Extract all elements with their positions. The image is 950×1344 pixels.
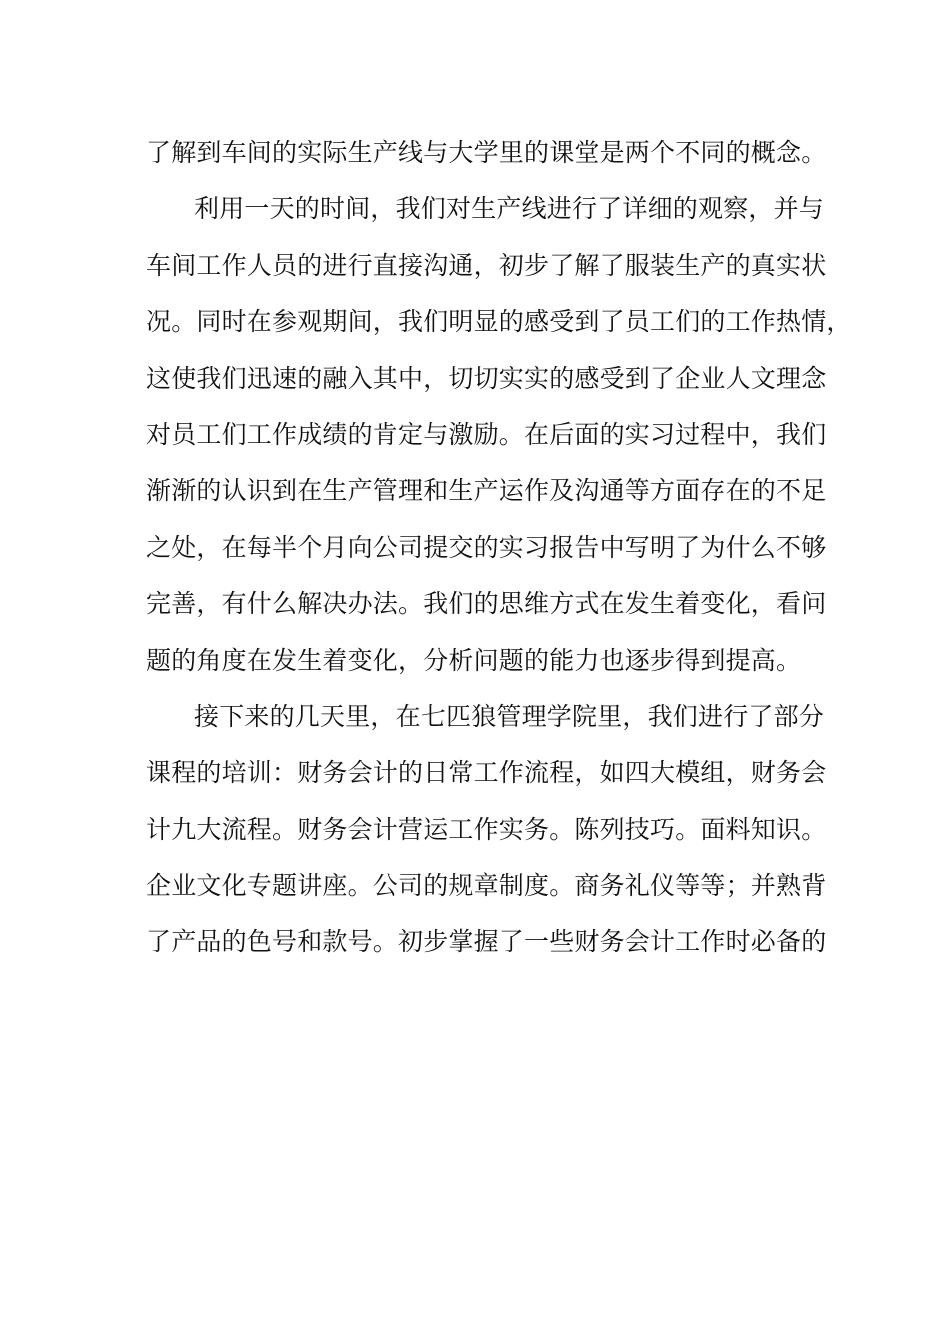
text-line: 了产品的色号和款号。初步掌握了一些财务会计工作时必备的 (146, 927, 827, 957)
paragraph-start-line: 利用一天的时间，我们对生产线进行了详细的观察，并与 (194, 194, 825, 224)
text-line: 课程的培训：财务会计的日常工作流程，如四大模组，财务会 (146, 758, 827, 788)
text-line: 况。同时在参观期间，我们明显的感受到了员工们的工作热情， (146, 307, 852, 337)
text-line: 了解到车间的实际生产线与大学里的课堂是两个不同的概念。 (146, 138, 827, 167)
text-line: 对员工们工作成绩的肯定与激励。在后面的实习过程中，我们 (146, 419, 827, 449)
text-line: 企业文化专题讲座。公司的规章制度。商务礼仪等等；并熟背 (146, 871, 827, 901)
text-line: 完善，有什么解决办法。我们的思维方式在发生着变化，看问 (146, 589, 827, 619)
text-line: 车间工作人员的进行直接沟通，初步了解了服装生产的真实状 (146, 250, 827, 280)
paragraph-start-line: 接下来的几天里，在七匹狼管理学院里，我们进行了部分 (194, 701, 825, 731)
text-line: 这使我们迅速的融入其中，切切实实的感受到了企业人文理念 (146, 363, 827, 393)
text-line: 之处，在每半个月向公司提交的实习报告中写明了为什么不够 (146, 532, 827, 562)
text-line: 题的角度在发生着变化，分析问题的能力也逐步得到提高。 (146, 645, 802, 675)
text-line: 计九大流程。财务会计营运工作实务。陈列技巧。面料知识。 (146, 814, 827, 844)
body-text (146, 131, 852, 977)
text-line: 渐渐的认识到在生产管理和生产运作及沟通等方面存在的不足 (146, 476, 827, 506)
